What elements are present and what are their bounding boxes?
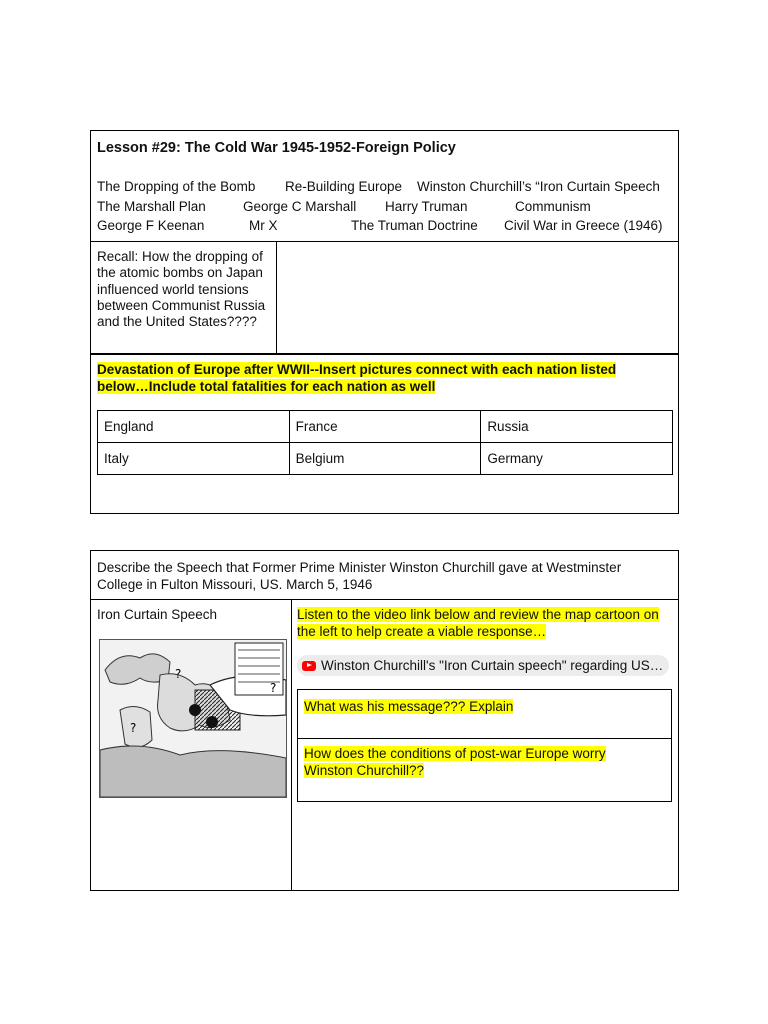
iron-curtain-label: Iron Curtain Speech	[97, 607, 218, 622]
youtube-icon	[302, 661, 316, 671]
term: Re-Building Europe	[285, 179, 403, 194]
term: Winston Churchill’s “Iron Curtain Speech	[417, 179, 660, 194]
speech-table	[90, 550, 679, 891]
divider	[91, 241, 678, 242]
nation-cell[interactable]: Belgium	[289, 443, 481, 475]
term: Mr X	[249, 218, 278, 233]
divider	[291, 599, 292, 890]
term: George C Marshall	[243, 198, 357, 214]
divider	[91, 353, 678, 355]
term: The Dropping of the Bomb	[97, 179, 256, 194]
nation-cell[interactable]: England	[98, 411, 290, 443]
divider	[276, 241, 277, 354]
question-conditions[interactable]: How does the conditions of post-war Europe worry Winston Churchill??	[304, 746, 606, 778]
lesson-table	[90, 130, 679, 514]
question-message[interactable]: What was his message??? Explain	[304, 699, 514, 714]
term: The Marshall Plan	[97, 198, 206, 214]
term: Communism	[515, 198, 591, 214]
video-link-chip[interactable]	[297, 655, 669, 676]
svg-text:?: ?	[270, 681, 277, 695]
term: George F Keenan	[97, 218, 205, 233]
divider	[91, 599, 678, 600]
nations-table	[97, 410, 673, 475]
divider	[298, 738, 671, 739]
svg-text:?: ?	[130, 721, 137, 735]
devastation-instruction: Devastation of Europe after WWII--Insert pictures connect with each nation listed below…Include total fatalities for each nation as well	[97, 362, 617, 394]
recall-prompt: Recall: How the dropping of the atomic bombs on Japan influenced world tensions between Communist Russia and the United States????	[97, 249, 266, 330]
speech-heading: Describe the Speech that Former Prime Minister Winston Churchill gave at Westminster College in Fulton Missouri, US. March 5, 1946	[97, 560, 622, 592]
video-link-label[interactable]: Winston Churchill's "Iron Curtain speech" regarding US…	[321, 658, 664, 673]
lesson-title: Lesson #29: The Cold War 1945-1952-Foreign Policy	[97, 140, 456, 156]
term: The Truman Doctrine	[351, 218, 478, 233]
video-instruction: Listen to the video link below and review the map cartoon on the left to help create a viable response…	[297, 607, 659, 639]
questions-table	[297, 689, 672, 802]
term: Harry Truman	[385, 198, 468, 214]
nation-cell[interactable]: France	[289, 411, 481, 443]
nation-cell[interactable]: Russia	[481, 411, 673, 443]
svg-text:?: ?	[175, 667, 182, 681]
nation-cell[interactable]: Germany	[481, 443, 673, 475]
iron-curtain-map-cartoon	[99, 639, 287, 798]
nation-cell[interactable]: Italy	[98, 443, 290, 475]
term: Civil War in Greece (1946)	[504, 218, 663, 233]
